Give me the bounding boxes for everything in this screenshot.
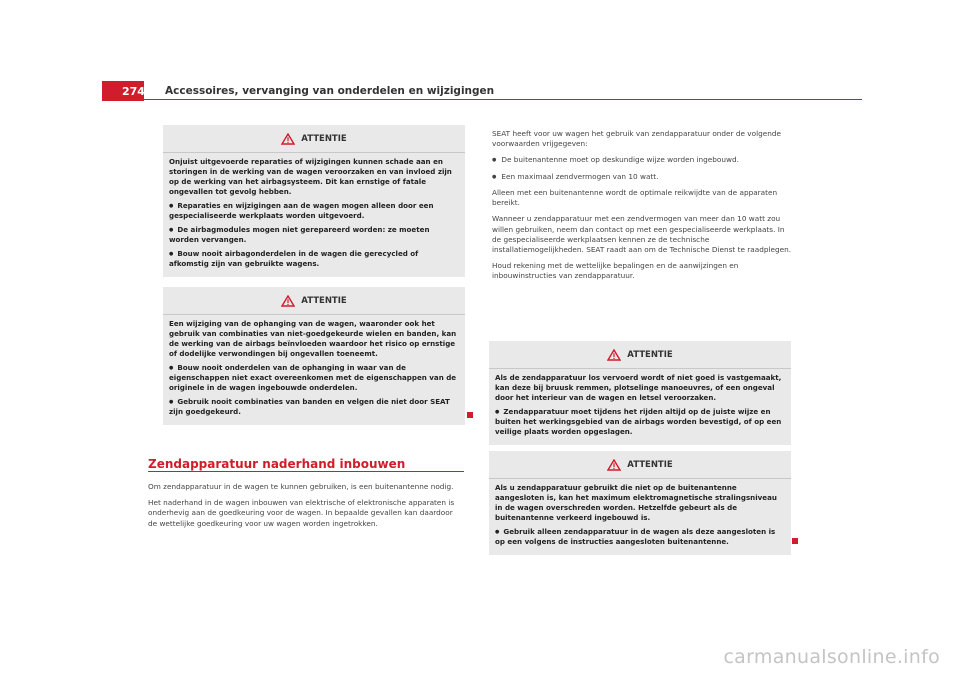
section-body-left xyxy=(148,482,464,535)
warning-text: Als de zendapparatuur los vervoerd wordt of niet goed is vastgemaakt, kan deze bij bruusk remmen, plotselinge manoeuvres, of een ongeval door het interieur van de wagen en letsel veroorzaken. xyxy=(495,373,782,402)
page-number: 274 xyxy=(102,81,144,101)
warning-bullet: ● Zendapparatuur moet tijdens het rijden altijd op de juiste wijze en buiten het werkingsgebied van de airbags worden bevestigd, of op een veilige plaats worden opgeslagen. xyxy=(495,407,785,437)
paragraph: Wanneer u zendapparatuur met een zendvermogen van meer dan 10 watt zou willen gebruiken, neem dan contact op met een gespecialiseerde werkplaats. In de gespecialiseerde werkplaatsen kennen ze de technische installatiemogelijkheden. SEAT raadt aan om de Technische Dienst te raadplegen. xyxy=(492,214,792,255)
warning-title: ATTENTIE xyxy=(627,459,673,470)
running-header-title: Accessoires, vervanging van onderdelen en wijzigingen xyxy=(165,85,495,97)
warning-header xyxy=(495,457,785,472)
warning-text: Een wijziging van de ophanging van de wagen, waaronder ook het gebruik van combinaties van niet-goedgekeurde wielen en banden, kan de werking van de airbags beïnvloeden waardoor het risico op ernstige of dodelijke verwondingen bij ongevallen toeneemt. xyxy=(169,319,457,358)
warning-divider xyxy=(489,478,791,479)
warning-box-antenna xyxy=(489,451,791,555)
warning-title: ATTENTIE xyxy=(627,349,673,360)
section-body-right xyxy=(492,129,792,288)
warning-bullet: ● Gebruik nooit combinaties van banden en velgen die niet door SEAT zijn goedgekeurd. xyxy=(169,397,459,417)
paragraph: Om zendapparatuur in de wagen te kunnen gebruiken, is een buitenantenne nodig. xyxy=(148,482,454,491)
warning-divider xyxy=(489,368,791,369)
warning-header xyxy=(169,293,459,308)
warning-divider xyxy=(163,314,465,315)
warning-bullet: ● Bouw nooit onderdelen van de ophanging in waar van de eigenschappen niet exact overeenkomen met de eigenschappen van de originele in de wagen ingebouwde onderdelen. xyxy=(169,363,459,393)
paragraph: Het naderhand in de wagen inbouwen van elektrische of elektronische apparaten is onderhevig aan de goedkeuring voor de wagen. In bepaalde gevallen kan daardoor de wettelijke goedkeuring voor uw wagen worden ingetrokken. xyxy=(148,498,455,528)
warning-box-repairs xyxy=(163,125,465,277)
warning-divider xyxy=(163,152,465,153)
header-rule xyxy=(144,99,862,100)
warning-triangle-icon xyxy=(607,459,621,471)
paragraph: Alleen met een buitenantenne wordt de optimale reikwijdte van de apparaten bereikt. xyxy=(492,188,778,208)
warning-triangle-icon xyxy=(281,295,295,307)
section-rule xyxy=(148,471,464,472)
warning-header xyxy=(169,131,459,146)
warning-box-loose-equipment xyxy=(489,341,791,445)
warning-text: Onjuist uitgevoerde reparaties of wijzigingen kunnen schade aan en storingen in de werking van de wagen veroorzaken en van invloed zijn op de werking van het airbagsysteem. Dit kan ernstige of fatale ongevallen tot gevolg hebben. xyxy=(169,157,452,196)
list-item: ● Een maximaal zendvermogen van 10 watt. xyxy=(492,172,792,182)
warning-triangle-icon xyxy=(281,133,295,145)
warning-title: ATTENTIE xyxy=(301,133,347,144)
warning-bullet: ● Bouw nooit airbagonderdelen in de wagen die gerecycled of afkomstig zijn van gebruikte wagens. xyxy=(169,249,459,269)
watermark: carmanualsonline.info xyxy=(723,646,940,668)
section-title: Zendapparatuur naderhand inbouwen xyxy=(148,457,406,471)
warning-header xyxy=(495,347,785,362)
warning-bullet: ● Gebruik alleen zendapparatuur in de wagen als deze aangesloten is op een volgens de instructies aangesloten buitenantenne. xyxy=(495,527,785,547)
list-item: ● De buitenantenne moet op deskundige wijze worden ingebouwd. xyxy=(492,155,792,165)
paragraph: Houd rekening met de wettelijke bepalingen en de aanwijzingen en inbouwinstructies van zendapparatuur. xyxy=(492,261,739,281)
warning-bullet: ● Reparaties en wijzigingen aan de wagen mogen alleen door een gespecialiseerde werkplaats worden uitgevoerd. xyxy=(169,201,459,221)
warning-triangle-icon xyxy=(607,349,621,361)
section-end-marker xyxy=(792,538,798,544)
warning-text: Als u zendapparatuur gebruikt die niet op de buitenantenne aangesloten is, kan het maximum elektromagnetische stralingsniveau in de wagen overschreden worden. Hetzelfde gebeurt als de buitenantenne verkeerd ingebouwd is. xyxy=(495,483,777,522)
section-end-marker xyxy=(467,412,473,418)
warning-title: ATTENTIE xyxy=(301,295,347,306)
warning-bullet: ● De airbagmodules mogen niet gerepareerd worden: ze moeten worden vervangen. xyxy=(169,225,459,245)
paragraph: SEAT heeft voor uw wagen het gebruik van zendapparatuur onder de volgende voorwaarden vrijgegeven: xyxy=(492,129,781,149)
warning-box-suspension xyxy=(163,287,465,425)
